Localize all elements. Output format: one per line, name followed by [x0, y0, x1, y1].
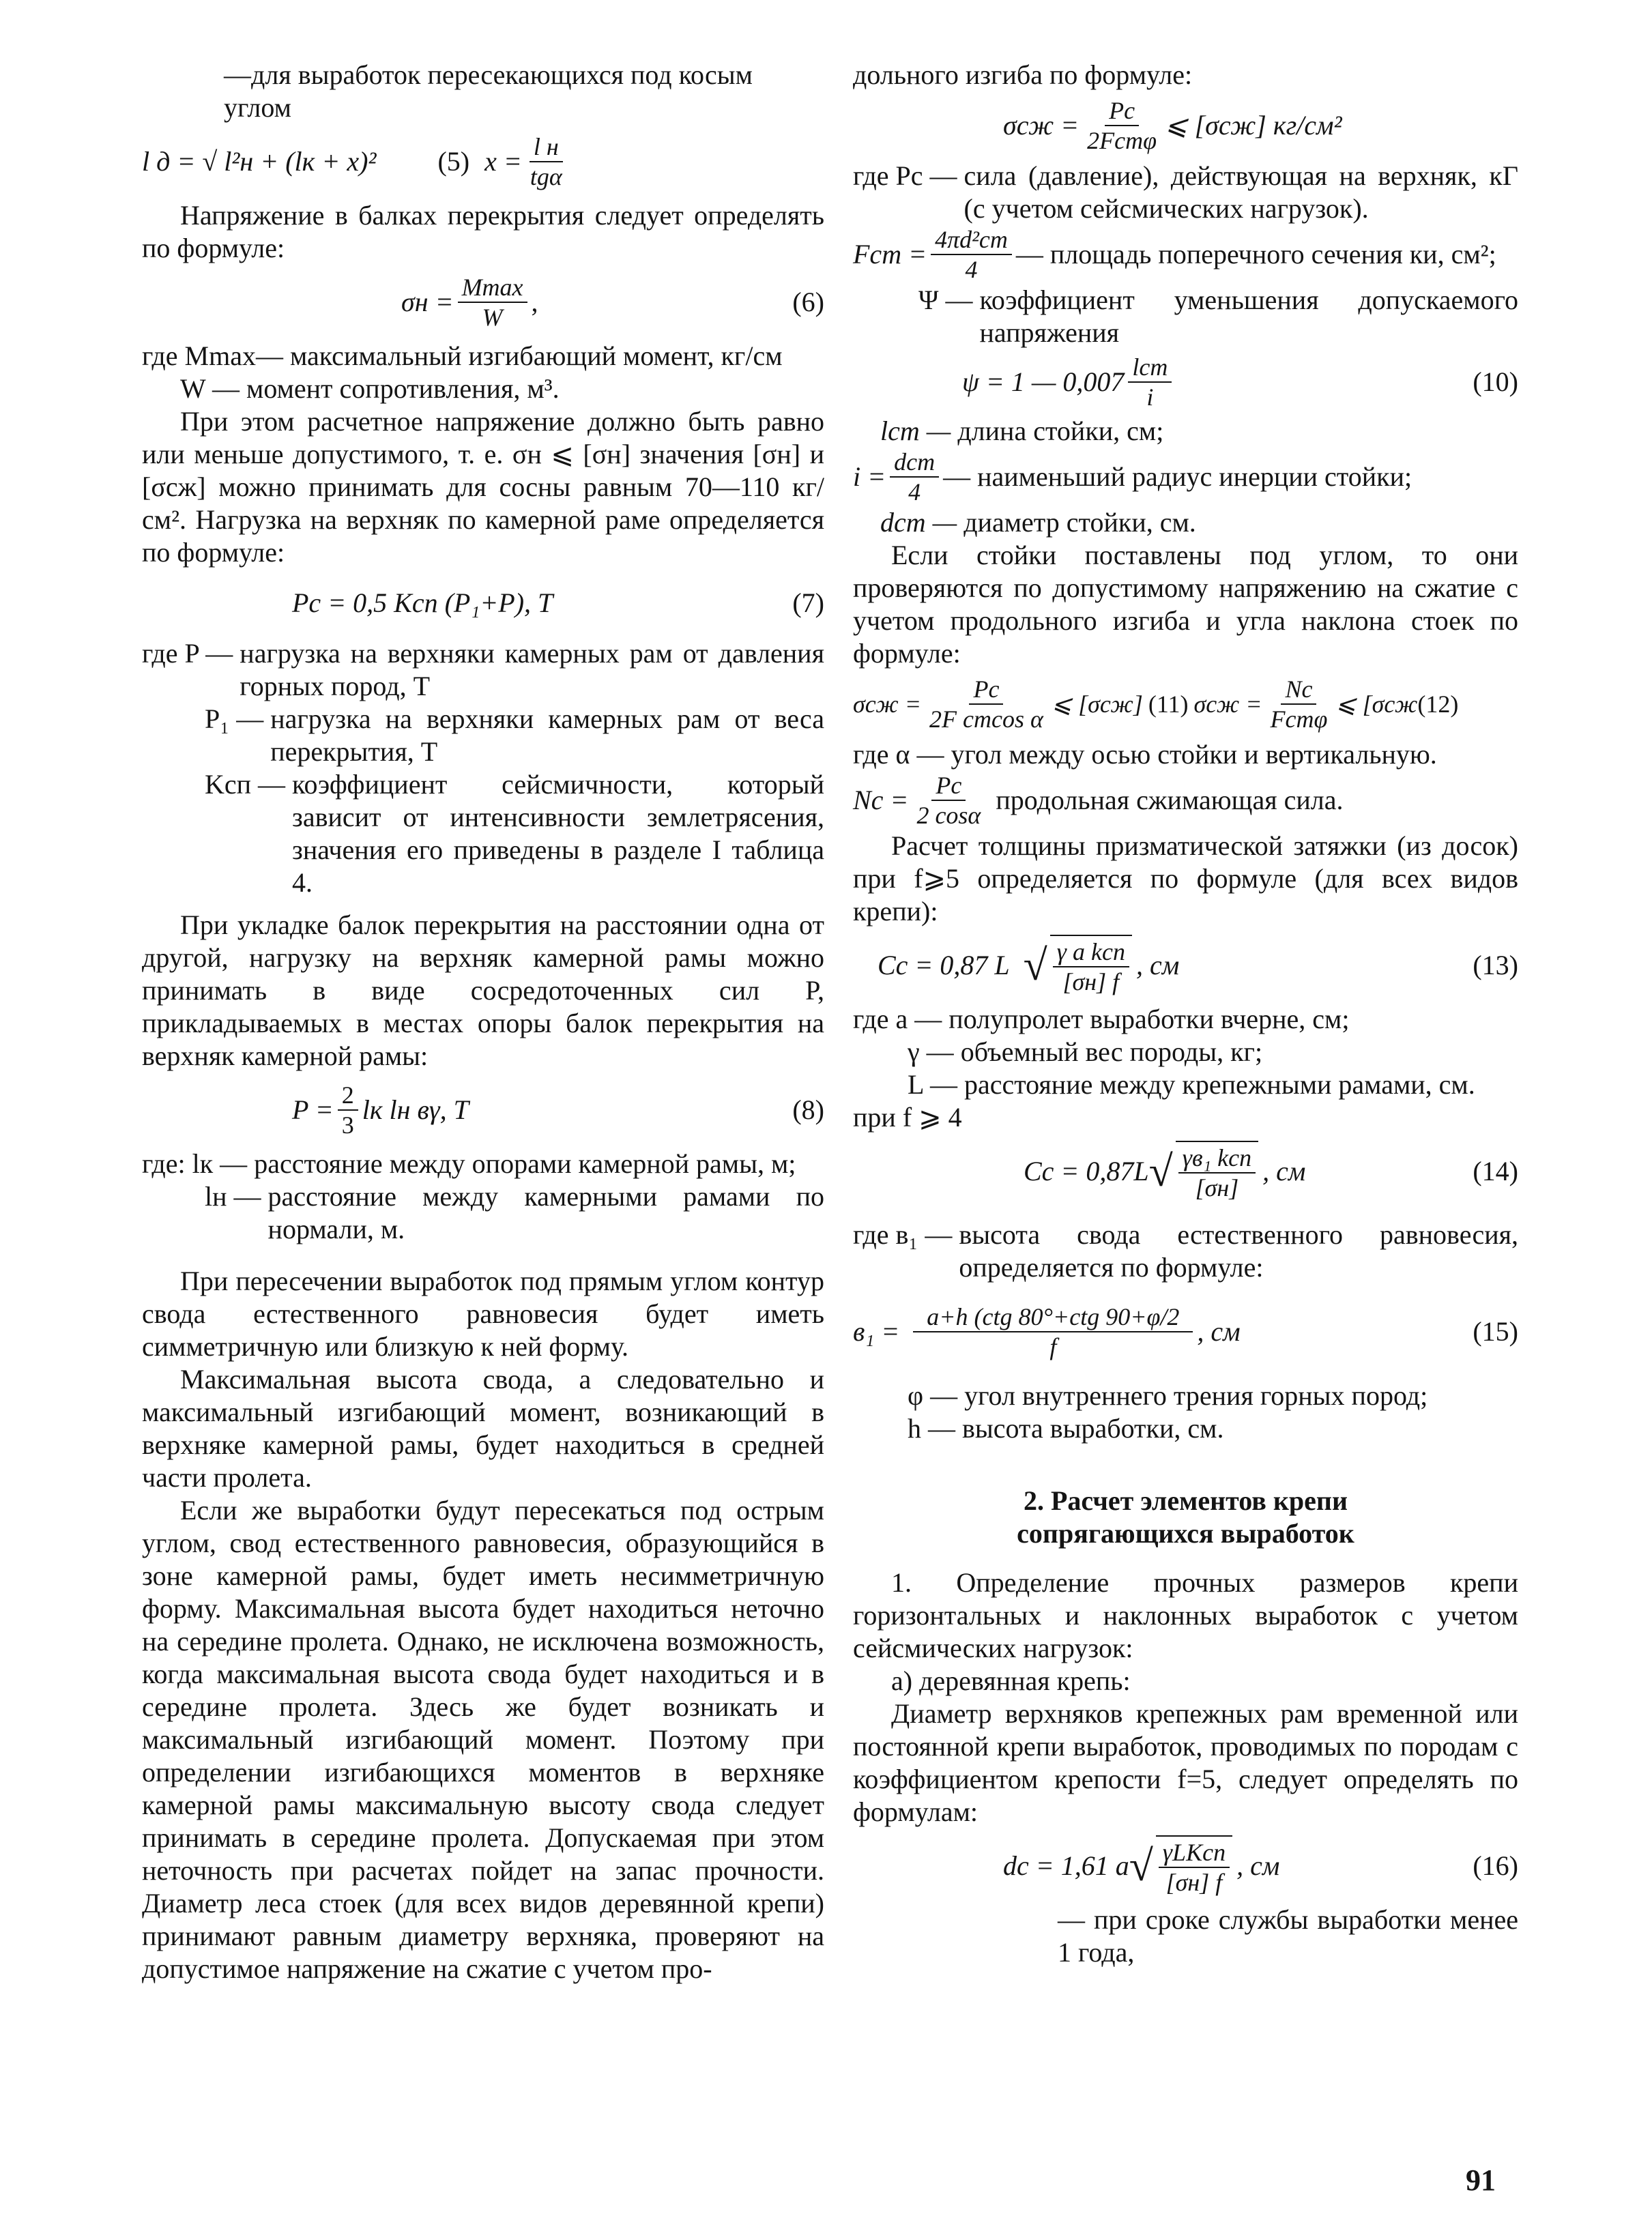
equation-12-number: (12): [1417, 690, 1459, 718]
section-heading-line1: 2. Расчет элементов крепи: [1023, 1485, 1348, 1516]
section-heading-line2: сопрягающихся выработок: [1017, 1518, 1354, 1549]
definition-l-term: L —: [908, 1069, 964, 1100]
equation-16-lhs: dc = 1,61 a: [1003, 1850, 1129, 1881]
definition-gamma-text: объемный вес породы, кг;: [960, 1036, 1263, 1067]
definition-mmax: [142, 340, 824, 373]
definition-a-text: полупролет выработки вчерне, см;: [948, 1004, 1350, 1034]
equation-12-tail: ⩽ [σсж: [1335, 690, 1418, 718]
definition-nc: [853, 771, 1518, 830]
equation-10-numerator: lст: [1128, 353, 1172, 383]
equation-16: [853, 1828, 1518, 1904]
equation-7-number: (7): [792, 587, 824, 618]
equation-7-expr: Pс = 0,5 Kсп (P₁+P), T: [292, 587, 553, 618]
equation-13-lhs: Cc = 0,87 L: [878, 950, 1010, 980]
paragraph-beams: При укладке балок перекрытия на расстоянии одна от другой, нагрузку на верхняк камерной рамы можно принимать в виде сосредоточенных сил P, прикладываемых в местах опоры балок перекрытия на верхняк камерной рамы:: [142, 909, 824, 1071]
definition-i-denominator: 4: [908, 478, 921, 506]
paragraph-strength: 1. Определение прочных размеров крепи горизонтальных и наклонных выработок с учетом сейсмических нагрузок:: [853, 1567, 1518, 1663]
equation-5-denominator: tgα: [530, 163, 562, 190]
definition-ln-term: lн —: [205, 1181, 268, 1212]
definition-nc-lhs: Nc =: [853, 785, 909, 815]
equation-6-numerator: Mmax: [458, 273, 527, 303]
equation-5-x: x =: [484, 146, 522, 177]
definition-w: [142, 373, 824, 405]
equation-8-fraction: [338, 1081, 358, 1139]
paragraph-wooden: а) деревянная крепь:: [891, 1665, 1131, 1696]
equation-9-tail: ⩽ [σсж] кг/см²: [1165, 110, 1342, 141]
definition-mmax-term: где Mmax—: [142, 340, 290, 371]
equation-14-tail: , см: [1262, 1156, 1306, 1186]
definition-fst: [853, 225, 1518, 284]
equation-14-number: (14): [1473, 1156, 1518, 1186]
definition-a: [853, 1003, 1518, 1036]
equation-8: [142, 1073, 824, 1148]
equation-6-number: (6): [792, 287, 824, 317]
definition-gamma: [853, 1036, 1518, 1068]
definition-ksp-text: коэффициент сейсмичности, который зависит от интенсивности землетрясения, значения его приведены в разделе I таблица 4.: [292, 769, 824, 898]
paragraph-acute-angle: Если же выработки будут пересекаться под острым углом, свод естественного равновесия, образующийся в зоне камерной рамы, будет иметь несимметричную форму. Максимальная высота будет находиться неточно на середине пролета. Однако, не исключена возможность, когда максимальная высота свода будет находиться и в середине пролета. Здесь же будет возникать и максимальный изгибающий момент. Поэтому при определении изгибающихся моментов в верхняке камерной рамы максимальную высоту свода следует принимать в середине пролета. Допускаемая при этом неточность при расчетах пойдет на запас прочности. Диаметр леса стоек (для всех видов деревянной крепи) принимают равным диаметру верхняка, проверяют на допустимое напряжение на сжатие с учетом про-: [142, 1495, 824, 1984]
definition-fst-text: — площадь поперечного сечения ки, см²;: [1015, 239, 1496, 269]
equation-14-fraction: [1176, 1141, 1258, 1202]
equation-9-lhs: σсж =: [1003, 110, 1079, 141]
equation-7: [142, 569, 824, 637]
sqrt-sign-icon: √: [1023, 941, 1047, 989]
definition-gamma-term: γ —: [908, 1036, 961, 1067]
definition-a-term: где a —: [853, 1004, 949, 1034]
condition-f4: при f ⩾ 4: [853, 1102, 962, 1133]
definition-p-text: нагрузка на верхняки камерных рам от давления горных пород, T: [240, 638, 824, 701]
definition-p1-text: нагрузка на верхняки камерных рам от веса перекрытия, T: [270, 703, 824, 767]
equation-8-number: (8): [792, 1094, 824, 1125]
definition-i: [853, 448, 1518, 506]
page-number: 91: [1466, 2163, 1496, 2197]
equation-11-fraction: [925, 675, 1047, 733]
definition-lst: [853, 415, 1518, 448]
definition-w-text: момент сопротивления, м³.: [246, 373, 560, 404]
equation-14-numerator: γв₁ kсп: [1178, 1143, 1256, 1173]
definition-lk: [142, 1148, 824, 1180]
equation-16-tail: , см: [1236, 1850, 1280, 1881]
paragraph-max-height: Максимальная высота свода, а следовательно и максимальный изгибающий момент, возникающий в верхняке камерной рамы, будет находиться в средней части пролета.: [142, 1364, 824, 1493]
definition-fst-denominator: 4: [965, 256, 978, 283]
definition-p-term: где P —: [142, 638, 240, 669]
paragraph-stress: Напряжение в балках перекрытия следует определять по формуле:: [142, 200, 824, 263]
equation-9: [853, 91, 1518, 160]
equation-15-lhs: в₁ =: [853, 1316, 900, 1347]
definition-ksp-term: Kсп —: [205, 769, 293, 800]
equation-12-denominator: Fстφ: [1270, 705, 1328, 733]
equation-10-number: (10): [1473, 366, 1518, 397]
definition-nc-text: продольная сжимающая сила.: [996, 785, 1344, 815]
definition-ksp: [142, 768, 824, 899]
definition-ln-text: расстояние между камерными рамами по нормали, м.: [267, 1181, 824, 1244]
definition-nc-fraction: [912, 771, 985, 830]
equation-16-number: (16): [1473, 1850, 1518, 1881]
definition-alpha-term: где α —: [853, 739, 951, 770]
equation-14-denominator: [σн]: [1195, 1174, 1239, 1201]
definition-v1: [853, 1219, 1518, 1284]
equation-5-lhs: l д = √ l²н + (lк + x)²: [142, 146, 377, 177]
definition-phi: [853, 1380, 1518, 1412]
definition-lk-term: где: lк —: [142, 1148, 255, 1179]
definition-alpha-text: угол между осью стойки и вертикальную.: [951, 739, 1437, 770]
paragraph-right-angle: При пересечении выработок под прямым углом контур свода естественного равновесия будет иметь симметричную или близкую к ней форму.: [142, 1266, 824, 1362]
definition-dst-text: диаметр стойки, см.: [963, 507, 1196, 538]
equation-15-tail: , см: [1197, 1316, 1241, 1347]
equation-8-numerator: 2: [338, 1081, 358, 1111]
definition-pc: [853, 160, 1518, 225]
definition-lk-text: расстояние между опорами камерной рамы, м;: [254, 1148, 796, 1179]
paragraph-diameter: Диаметр верхняков крепежных рам временной или постоянной крепи выработок, проводимых по породам с коэффициентом крепости f=5, следует определять по формулам:: [853, 1698, 1518, 1827]
definition-w-term: W —: [180, 373, 247, 404]
definition-phi-text: угол внутреннего трения горных пород;: [964, 1380, 1428, 1411]
definition-i-numerator: dст: [890, 448, 939, 478]
definition-p: [142, 637, 824, 703]
definition-ln: [142, 1180, 824, 1246]
equation-13-tail: , см: [1135, 950, 1180, 980]
equation-5-numerator: l н: [530, 132, 563, 162]
equation-10-denominator: i: [1146, 383, 1154, 411]
definition-dst: [853, 506, 1518, 539]
definition-phi-term: φ —: [908, 1380, 965, 1411]
definition-pc-term: где Pс —: [853, 160, 964, 191]
definition-fst-lhs: Fст =: [853, 239, 927, 269]
equation-16-denominator: [σн] f: [1165, 1869, 1223, 1896]
definition-nc-numerator: Pc: [931, 771, 966, 801]
paragraph-inclined-posts: Если стойки поставлены под углом, то они проверяются по допустимому напряжению на сжатие с учетом продольного изгиба и угла наклона стоек по формуле:: [853, 540, 1518, 669]
equation-9-denominator: 2Fстφ: [1087, 127, 1157, 154]
definition-l: [853, 1068, 1518, 1101]
equation-15-fraction: [913, 1302, 1193, 1361]
definition-i-text: — наименьший радиус инерции стойки;: [943, 461, 1412, 492]
equation-11-number: (11): [1148, 690, 1189, 718]
right-column: [853, 59, 1518, 1969]
definition-h-text: высота выработки, см.: [962, 1413, 1224, 1444]
equation-5-fraction: [526, 132, 566, 191]
equation-15: [853, 1284, 1518, 1380]
equation-14: [853, 1134, 1518, 1209]
definition-h-term: h —: [908, 1413, 962, 1444]
section-heading: [853, 1485, 1518, 1550]
equation-6: [142, 265, 824, 340]
equation-12-fraction: [1266, 675, 1332, 733]
equation-15-number: (15): [1473, 1316, 1518, 1347]
definition-nc-denominator: 2 cosα: [916, 802, 981, 829]
equation-9-fraction: [1083, 96, 1161, 155]
definition-pc-text: сила (давление), действующая на верхняк, кГ (с учетом сейсмических нагрузок).: [963, 160, 1518, 224]
definition-p1-term: P₁ —: [205, 703, 271, 734]
equation-14-root: [1149, 1141, 1262, 1202]
definition-lst-term: lст —: [880, 416, 958, 446]
equation-11-lhs: σсж =: [853, 690, 922, 718]
definition-psi-term: Ψ —: [918, 285, 980, 315]
equation-15-denominator: f: [1049, 1333, 1057, 1360]
equation-10-fraction: [1128, 353, 1172, 411]
definition-v1-text: высота свода естественного равновесия, определяется по формуле:: [959, 1219, 1518, 1283]
definition-i-fraction: [890, 448, 939, 506]
equation-16-numerator: γLKсп: [1159, 1838, 1230, 1868]
definition-lst-text: длина стойки, см;: [957, 416, 1164, 446]
equation-13: [853, 928, 1518, 1003]
equation-8-lhs: P =: [292, 1094, 334, 1125]
definition-fst-numerator: 4πd²ст: [931, 225, 1012, 255]
paragraph-lagging: Расчет толщины призматической затяжки (из досок) при f⩾5 определяется по формуле (для всех видов крепи):: [853, 830, 1518, 927]
sqrt-sign-icon: √: [1148, 1147, 1173, 1195]
sqrt-sign-icon: √: [1129, 1841, 1153, 1890]
equation-14-lhs: Cc = 0,87L: [1024, 1156, 1149, 1186]
definition-p1: [142, 703, 824, 768]
definition-v1-term: где в₁ —: [853, 1219, 959, 1250]
equation-15-numerator: a+h (ctg 80°+ctg 90+φ/2: [913, 1302, 1193, 1332]
equation-13-denominator: [σн] f: [1062, 968, 1120, 995]
definition-i-lhs: i =: [853, 461, 886, 492]
equation-6-lhs: σн =: [401, 287, 454, 317]
equation-13-root: [1024, 935, 1136, 996]
equation-12-numerator: Nc: [1281, 675, 1316, 705]
intro-text: —для выработок пересекающихся под косым углом: [224, 59, 753, 123]
equation-13-numerator: γ a kсп: [1053, 937, 1129, 967]
equation-5: [142, 124, 824, 199]
definition-alpha: [853, 738, 1518, 771]
equation-6-fraction: [458, 273, 527, 332]
note-service-life: — при сроке службы выработки менее 1 года,: [1058, 1904, 1518, 1968]
equation-9-numerator: Pс: [1105, 96, 1139, 126]
equation-8-denominator: 3: [341, 1111, 354, 1139]
equation-6-denominator: W: [482, 304, 503, 331]
equation-11-tail: ⩽ [σсж]: [1051, 690, 1143, 718]
equation-16-root: [1129, 1835, 1236, 1897]
paragraph-allowable: При этом расчетное напряжение должно быть равно или меньше допустимого, т. е. σн ⩽ [σн] значения [σн] и [σсж] можно принимать для сосны равным 70—110 кг/см². Нагрузка на верхняк по камерной раме определяется по формуле:: [142, 406, 824, 568]
definition-l-text: расстояние между крепежными рамами, см.: [963, 1069, 1475, 1100]
equation-11-numerator: Pc: [969, 675, 1003, 705]
left-column: [142, 59, 824, 1985]
equation-6-tail: ,: [531, 287, 538, 317]
definition-psi: [853, 284, 1518, 349]
definition-psi-text: коэффициент уменьшения допускаемого напряжения: [979, 285, 1518, 348]
definition-h: [853, 1412, 1518, 1445]
equation-16-fraction: [1156, 1835, 1232, 1897]
equation-5-number: (5): [437, 146, 470, 177]
equation-11-denominator: 2F стcos α: [929, 705, 1043, 733]
equation-13-fraction: [1050, 935, 1132, 996]
equation-8-tail: lк lн вγ, T: [362, 1094, 469, 1125]
definition-fst-fraction: [931, 225, 1012, 284]
right-continuation: дольного изгиба по формуле:: [853, 59, 1193, 90]
equation-10-lhs: ψ = 1 — 0,007: [962, 366, 1125, 397]
equation-12-lhs: σсж =: [1193, 690, 1262, 718]
equation-13-number: (13): [1473, 950, 1518, 980]
equation-10: [853, 349, 1518, 415]
equations-11-12: [853, 670, 1518, 738]
definition-mmax-text: максимальный изгибающий момент, кг/см: [289, 340, 783, 371]
definition-dst-term: dст —: [880, 507, 964, 538]
